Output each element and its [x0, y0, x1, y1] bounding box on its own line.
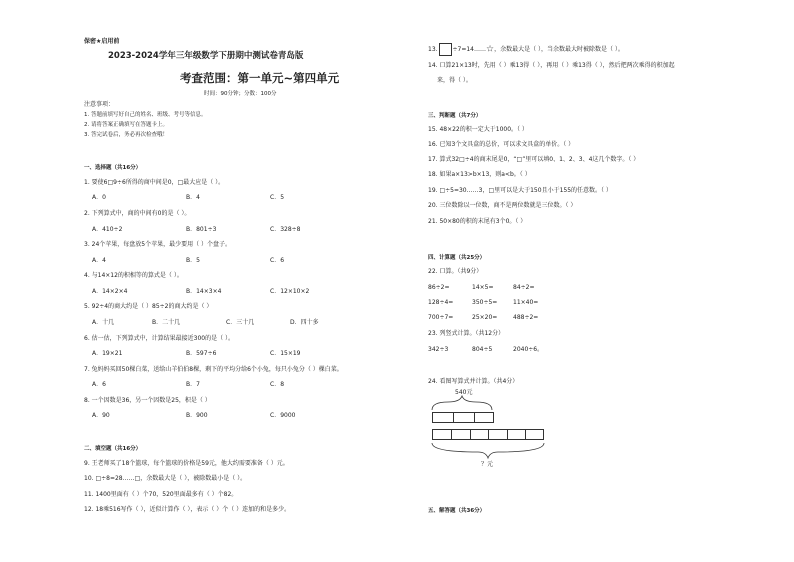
oral-item: 86÷2= [428, 284, 450, 291]
question-20: 20. 三位数除以一位数，商不是两位数就是三位数。（ ） [428, 202, 577, 209]
question-13-text: ，余数最大是（ ），当余数最大时被除数是（ ）。 [494, 46, 624, 53]
question-12: 12. 18乘516写作（ ），近似计算作（ ），表示（ ）个（ ）连加的和是多少。 [84, 506, 291, 513]
top-brace [432, 396, 492, 410]
question-17: 17. 算式32□÷4的商末尾是0，“□”里可以填0、1、2、3、4这几个数字。（ ） [428, 156, 640, 163]
question-9: 9. 王老师买了18个篮球，每个篮球的价格是59元，他大约需要准备（ ）元。 [84, 460, 289, 467]
bottom-bar-divider [507, 430, 508, 439]
question-22: 22. 口算。（共9分） [428, 268, 483, 275]
vertical-item: 342÷3 [428, 346, 449, 353]
question-23: 23. 列竖式计算。（共12分） [428, 330, 505, 337]
question-18: 18. 如果a×13>b×13，则a<b。（ ） [428, 171, 531, 178]
notes-heading: 注意事项： [84, 101, 115, 108]
top-bar [432, 412, 494, 423]
question-11: 11. 1400里面有（ ）个70，520里面最多有（ ）个82。 [84, 491, 238, 498]
option-d: D．四十多 [290, 319, 319, 326]
question-13-expr: ÷7=14…… [452, 46, 486, 53]
question-4: 4. 与14×12的积相等的算式是（ ）。 [84, 272, 183, 279]
option-c: C．15×19 [270, 350, 301, 357]
oral-item: 488÷2= [513, 314, 539, 321]
diagram-top-label: 540元 [455, 389, 473, 396]
option-b: B．5 [186, 257, 200, 264]
option-b: B．801÷3 [186, 226, 217, 233]
bottom-bar-divider [470, 430, 471, 439]
question-8: 8. 一个因数是36，另一个因数是25，积是（ ） [84, 397, 211, 404]
question-19: 19. □÷5=30……3，□里可以是大于150且小于155的任意数。（ ） [428, 187, 612, 194]
section-calc-heading: 四、计算题（共25分） [428, 255, 486, 261]
section-judge-heading: 三、判断题（共7分） [428, 113, 482, 119]
section-choice-heading: 一、选择题（共16分） [84, 165, 142, 171]
note-item: 3. 答完试卷后，务必再次检查哦！ [84, 132, 168, 138]
option-c: C．三十几 [226, 319, 255, 326]
option-c: C．328÷8 [270, 226, 301, 233]
vertical-item: 804÷5 [472, 346, 493, 353]
option-c: C．5 [270, 194, 285, 201]
top-bar-divider [474, 413, 475, 422]
question-14: 14. 口算21×13时，先用（ ）乘13得（ ），再用（ ）乘13得（ ），然后把两次乘得的积加起 [428, 62, 675, 69]
oral-item: 700÷7= [428, 314, 454, 321]
exam-scope: 考查范围：第一单元~第四单元 [180, 71, 340, 85]
option-a: A．十几 [92, 319, 115, 326]
note-item: 2. 请将答案正确填写在答题卡上。 [84, 122, 168, 128]
question-3: 3. 24个苹果，每盘放5个苹果，最少要用（ ）个盘子。 [84, 241, 231, 248]
question-2: 2. 下列算式中，商的中间有0的是（ ）。 [84, 210, 191, 217]
note-item: 1. 答题前填写好自己的姓名、班级、考号等信息。 [84, 112, 207, 118]
oral-item: 25×20= [472, 314, 498, 321]
option-a: A．410÷2 [92, 226, 123, 233]
question-15: 15. 48×22的积一定大于1000。（ ） [428, 126, 528, 133]
oral-item: 350÷5= [472, 299, 498, 306]
question-14-cont: 来，得（ ）。 [437, 77, 472, 84]
oral-item: 11×40= [513, 299, 539, 306]
question-13 [428, 43, 624, 56]
vertical-item: 2040÷6。 [513, 346, 544, 353]
oral-item: 84÷2= [513, 284, 535, 291]
section-solve-heading: 五、解答题（共36分） [428, 508, 486, 514]
question-10: 10. □÷8=28……□，余数最大是（ ），被除数最小是（ ）。 [84, 475, 247, 482]
bottom-bar-divider [451, 430, 452, 439]
option-a: A．6 [92, 381, 106, 388]
option-a: A．0 [92, 194, 106, 201]
question-6: 6. 估一估，下列算式中，计算结果最接近300的是（ ）。 [84, 335, 234, 342]
question-24: 24. 看图写算式并计算。（共4分） [428, 378, 519, 385]
question-1: 1. 要使6□9÷6所得的商中间是0，□最大应是（ ）。 [84, 179, 225, 186]
option-c: C．6 [270, 257, 285, 264]
bottom-bar-divider [488, 430, 489, 439]
option-b: B．14×3×4 [186, 288, 222, 295]
option-a: A．14×2×4 [92, 288, 128, 295]
oral-item: 14×5= [472, 284, 494, 291]
section-fill-heading: 二、填空题（共16分） [84, 446, 142, 452]
question-13-number: 13. [428, 46, 438, 53]
question-16: 16. 已知3个文具盒的总价，可以求文具盒的单价。（ ） [428, 141, 575, 148]
option-c: C．9000 [270, 412, 296, 419]
option-a: A．4 [92, 257, 106, 264]
option-c: C．8 [270, 381, 285, 388]
line-diagram [428, 388, 568, 478]
question-7: 7. 兔妈妈买回50棵白菜，送给山羊伯伯8棵，剩下的平均分给6个小兔，每只小兔分（ ）棵白菜。 [84, 366, 343, 373]
option-b: B．7 [186, 381, 200, 388]
option-a: A．90 [92, 412, 110, 419]
top-bar-divider [453, 413, 454, 422]
option-b: B．4 [186, 194, 200, 201]
time-score: 时间：90分钟；分数：100分 [204, 91, 277, 97]
option-c: C．12×10×2 [270, 288, 310, 295]
bottom-bar [432, 429, 544, 440]
confidential-label: 保密★启用前 [84, 38, 120, 45]
question-21: 21. 50×80的积的末尾有3个0。（ ） [428, 218, 527, 225]
option-b: B．二十几 [152, 319, 181, 326]
question-5: 5. 92÷4的商大约是（ ）85÷2的商大约是（ ） [84, 303, 213, 310]
oral-item: 128÷4= [428, 299, 454, 306]
option-a: A．19×21 [92, 350, 123, 357]
option-b: B．900 [186, 412, 208, 419]
diagram-bottom-label: ？元 [481, 461, 494, 468]
blank-box [439, 43, 452, 56]
bottom-bar-divider [525, 430, 526, 439]
bottom-brace [432, 443, 544, 458]
star-icon: ☆ [485, 44, 495, 55]
exam-title: 2023-2024学年三年级数学下册期中测试卷青岛版 [108, 51, 304, 61]
option-b: B．597÷6 [186, 350, 217, 357]
